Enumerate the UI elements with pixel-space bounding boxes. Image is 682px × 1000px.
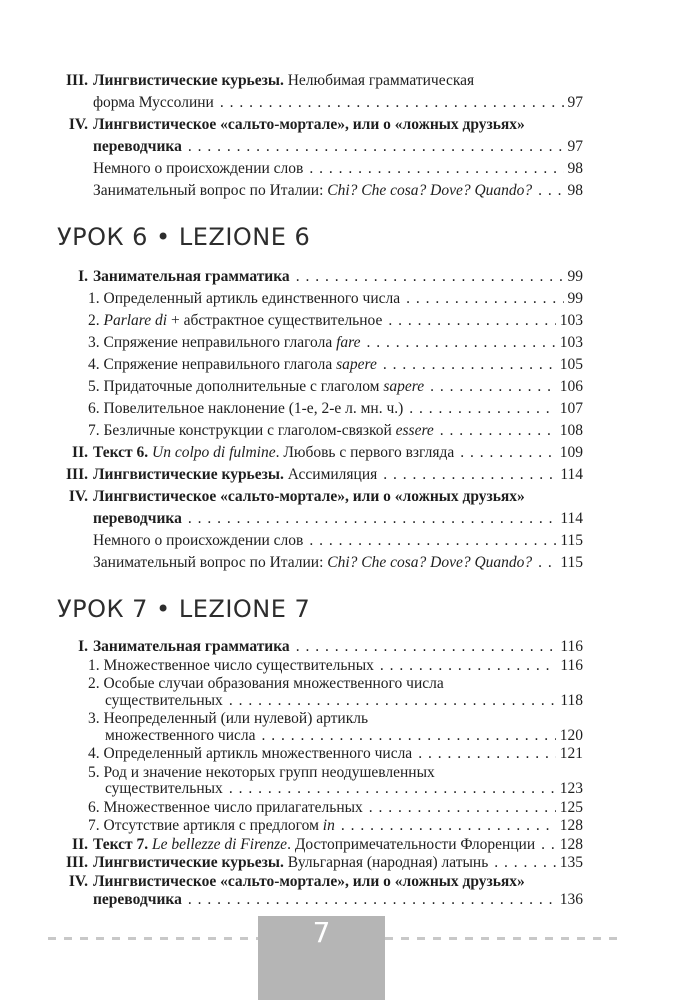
toc-entry <box>57 114 583 136</box>
dot-leader <box>538 552 556 574</box>
entry-text <box>93 530 303 552</box>
entry-text <box>93 486 525 508</box>
entry-text <box>93 873 525 892</box>
entry-text-segment: 3. Неопределенный (или нулевой) артикль <box>88 710 369 727</box>
entry-text <box>93 114 525 136</box>
entry-text <box>93 552 532 574</box>
entry-content <box>57 332 583 354</box>
entry-page-number: 121 <box>559 745 583 762</box>
entry-text <box>88 288 400 310</box>
toc-entry <box>57 464 583 486</box>
entry-text-segment: 2. <box>88 312 104 329</box>
entry-text <box>93 70 474 92</box>
dot-leader <box>440 420 556 442</box>
entry-page-number: 98 <box>567 182 583 199</box>
entry-content <box>93 638 583 657</box>
entry-content <box>57 727 583 746</box>
entry-page-number: 128 <box>559 835 583 853</box>
toc-entry <box>57 799 583 818</box>
entry-content <box>57 745 583 764</box>
dot-leader <box>380 657 556 676</box>
entry-page-number: 99 <box>567 268 583 285</box>
dot-leader <box>494 854 555 873</box>
entry-text-segment: Parlare di <box>103 312 168 329</box>
entry-page-number: 106 <box>559 378 583 395</box>
entry-content <box>57 817 583 836</box>
toc-entry <box>57 508 583 530</box>
entry-content <box>93 464 583 486</box>
entry-page-number: 120 <box>559 726 583 744</box>
entry-label: III. <box>66 854 88 871</box>
entry-text-segment: 7. Безличные конструкции с глаголом-связкой <box>88 422 396 439</box>
entry-content <box>57 692 583 711</box>
entry-text-segment: переводчика <box>93 138 182 155</box>
entry-text <box>93 136 182 158</box>
entry-text-segment: Занимательная грамматика <box>93 638 290 655</box>
entry-text-segment: Ассимиляция <box>283 466 378 483</box>
entry-text-segment: множественного числа <box>105 726 256 744</box>
toc-entry <box>57 354 583 376</box>
entry-text-segment: Лингвистическое «сальто-мортале», или о «ложных друзьях» <box>93 872 525 890</box>
entry-text-segment: 6. Повелительное наклонение (1-е, 2-е л. мн. ч.) <box>88 400 404 417</box>
entry-page-number: 115 <box>560 532 583 549</box>
entry-text-segment: Занимательная грамматика <box>93 268 290 285</box>
dot-leader <box>229 780 556 799</box>
entry-content <box>57 288 583 310</box>
dot-leader <box>383 354 556 376</box>
entry-text-segment: Chi? Che cosa? Dove? Quando? <box>327 182 533 199</box>
dot-leader <box>538 180 563 202</box>
toc-entry <box>57 332 583 354</box>
entry-page-number: 123 <box>559 780 583 797</box>
entry-label: II. <box>72 835 88 853</box>
toc-entry <box>57 420 583 442</box>
entry-page-number: 105 <box>559 356 583 373</box>
entry-text <box>88 817 335 836</box>
entry-label: I. <box>78 268 88 285</box>
entry-content <box>57 891 583 910</box>
entry-page-number: 136 <box>559 891 583 908</box>
lesson-heading: УРОК 6 • LEZIONE 6 <box>57 223 311 251</box>
entry-text <box>105 727 256 746</box>
toc-entry <box>57 136 583 158</box>
dot-leader <box>309 158 563 180</box>
entry-text-segment: sapere <box>383 378 425 395</box>
dot-leader <box>296 638 557 657</box>
entry-text-segment: 7. Отсутствие артикля с предлогом <box>88 817 323 834</box>
entry-text <box>93 92 214 114</box>
entry-text <box>93 508 182 530</box>
entry-page-number: 97 <box>567 138 583 155</box>
toc-entry <box>57 288 583 310</box>
entry-content <box>93 266 583 288</box>
dot-leader <box>296 266 564 288</box>
entry-content <box>57 376 583 398</box>
entry-content <box>57 92 583 114</box>
entry-text-segment: . Достопримечательности Флоренции <box>287 835 536 853</box>
entry-content <box>57 799 583 818</box>
dot-leader <box>430 376 556 398</box>
entry-text-segment: 4. Определенный артикль множественного числа <box>88 745 413 762</box>
toc-entry <box>57 873 583 892</box>
entry-text-segment: 2. Особые случаи образования множественного числа <box>88 675 444 692</box>
toc-entry <box>57 530 583 552</box>
entry-page-number: 103 <box>559 334 583 351</box>
entry-text-segment: Нелюбимая грамматическая <box>283 72 475 89</box>
entry-page-number: 103 <box>559 312 583 329</box>
entry-content <box>93 854 583 873</box>
entry-page-number: 116 <box>560 638 583 655</box>
entry-text-segment: Лингвистические курьезы. <box>93 72 284 89</box>
entry-text-segment: существительных <box>105 780 223 797</box>
dot-leader <box>406 288 563 310</box>
dot-leader <box>229 692 557 711</box>
entry-label: II. <box>72 444 88 461</box>
entry-content <box>57 530 583 552</box>
entry-content <box>93 70 583 92</box>
entry-text-segment: Вульгарная (народная) латынь <box>283 854 489 871</box>
lesson-heading: УРОК 7 • LEZIONE 7 <box>57 595 311 623</box>
entry-page-number: 109 <box>559 444 583 461</box>
toc-entry <box>57 854 583 873</box>
entry-text <box>88 332 361 354</box>
footer-dash-left <box>48 937 258 940</box>
toc-entry <box>57 180 583 202</box>
entry-text <box>88 745 412 764</box>
toc-entry <box>57 266 583 288</box>
entry-text-segment: 5. Придаточные дополнительные с глаголом <box>88 378 384 395</box>
toc-entry <box>57 692 583 711</box>
entry-text-segment: . Любовь с первого взгляда <box>275 444 455 461</box>
toc-entry <box>57 657 583 676</box>
dot-leader <box>409 398 555 420</box>
entry-text-segment: 1. Определенный артикль единственного числа <box>88 290 401 307</box>
toc-entry <box>57 376 583 398</box>
toc-entry <box>57 442 583 464</box>
entry-text <box>93 266 290 288</box>
entry-content <box>57 780 583 799</box>
entry-text-segment: 5. Род и значение некоторых групп неодушевленных <box>88 763 435 781</box>
entry-text-segment: 4. Спряжение неправильного глагола <box>88 356 337 373</box>
entry-page-number: 115 <box>560 554 583 571</box>
entry-content <box>57 310 583 332</box>
entry-content <box>57 136 583 158</box>
entry-text <box>93 638 290 657</box>
entry-content <box>93 114 583 136</box>
entry-text <box>93 442 454 464</box>
entry-text-segment: Текст 6. <box>93 444 153 461</box>
entry-content <box>57 420 583 442</box>
dot-leader <box>383 464 556 486</box>
toc-section <box>57 70 583 202</box>
toc-entry <box>57 817 583 836</box>
dot-leader <box>460 442 556 464</box>
entry-page-number: 98 <box>567 160 583 177</box>
toc-entry <box>57 727 583 746</box>
entry-text <box>88 657 374 676</box>
toc-entry <box>57 310 583 332</box>
entry-text-segment: Chi? Che cosa? Dove? Quando? <box>327 554 533 571</box>
entry-text <box>93 854 488 873</box>
entry-text <box>93 836 535 855</box>
toc-entry <box>57 70 583 92</box>
toc-section <box>57 222 583 574</box>
entry-text-segment: Занимательный вопрос по Италии: <box>93 182 328 199</box>
entry-text <box>88 420 434 442</box>
page-number-box <box>258 916 385 1000</box>
entry-label: IV. <box>68 872 88 890</box>
entry-text-segment: Текст 7. <box>93 835 153 853</box>
entry-content <box>93 873 583 892</box>
dot-leader <box>188 136 564 158</box>
toc-entry <box>57 891 583 910</box>
entry-label: IV. <box>68 116 88 133</box>
dot-leader <box>541 836 556 855</box>
footer-dash-right <box>385 937 625 940</box>
toc-entry <box>57 836 583 855</box>
entry-text-segment: in <box>322 817 335 834</box>
entry-page-number: 114 <box>560 510 583 527</box>
entry-label: III. <box>66 466 88 483</box>
entry-content <box>57 398 583 420</box>
dot-leader <box>367 332 556 354</box>
dot-leader <box>188 508 556 530</box>
entry-text <box>88 354 377 376</box>
dot-leader <box>341 817 556 836</box>
entry-text <box>93 158 303 180</box>
entry-page-number: 116 <box>560 656 583 674</box>
entry-page-number: 125 <box>559 798 583 816</box>
dot-leader <box>220 92 564 114</box>
entry-page-number: 118 <box>560 691 583 709</box>
toc-entry <box>57 92 583 114</box>
dot-leader <box>369 799 556 818</box>
toc-entry <box>57 745 583 764</box>
table-of-contents <box>57 70 583 910</box>
entry-text <box>105 692 223 711</box>
entry-text-segment: Un colpo di fulmine <box>152 444 276 461</box>
entry-content <box>93 442 583 464</box>
dot-leader <box>188 891 556 910</box>
entry-content <box>57 354 583 376</box>
toc-entry <box>57 398 583 420</box>
entry-text <box>88 799 363 818</box>
toc-entry <box>57 638 583 657</box>
entry-page-number: 107 <box>559 400 583 417</box>
entry-label: IV. <box>68 488 88 505</box>
entry-page-number: 99 <box>567 290 583 307</box>
entry-text-segment: fare <box>336 334 361 351</box>
entry-text <box>88 310 382 332</box>
entry-text-segment: Лингвистическое «сальто-мортале», или о «ложных друзьях» <box>93 488 525 505</box>
entry-content <box>57 158 583 180</box>
entry-label: I. <box>78 638 88 655</box>
entry-content <box>93 486 583 508</box>
entry-text-segment: существительных <box>105 691 223 709</box>
entry-page-number: 128 <box>559 817 583 834</box>
entry-text-segment: + абстрактное существительное <box>167 312 383 329</box>
entry-text-segment: переводчика <box>93 891 182 908</box>
entry-text-segment: Занимательный вопрос по Италии: <box>93 554 328 571</box>
toc-section <box>57 594 583 910</box>
entry-content <box>57 508 583 530</box>
entry-text-segment: Лингвистическое «сальто-мортале», или о «ложных друзьях» <box>93 116 525 133</box>
entry-text-segment: Немного о происхождении слов <box>93 160 304 177</box>
entry-text-segment: essere <box>395 422 434 439</box>
dot-leader <box>418 745 556 764</box>
entry-text <box>88 398 403 420</box>
entry-text-segment: Лингвистические курьезы. <box>93 466 284 483</box>
toc-entry <box>57 158 583 180</box>
page-number: 7 <box>312 916 331 949</box>
entry-content <box>57 552 583 574</box>
toc-entry <box>57 780 583 799</box>
entry-text-segment: Le bellezze di Firenze <box>152 835 288 853</box>
entry-content <box>57 657 583 676</box>
entry-text-segment: 6. Множественное число прилагательных <box>88 798 363 816</box>
entry-content <box>57 180 583 202</box>
entry-text-segment: форма Муссолини <box>93 94 214 111</box>
entry-text-segment: Лингвистические курьезы. <box>93 854 284 871</box>
entry-label: III. <box>66 72 88 89</box>
entry-page-number: 135 <box>559 854 583 871</box>
entry-text <box>93 180 532 202</box>
entry-text-segment: sapere <box>336 356 377 373</box>
toc-entry <box>57 552 583 574</box>
entry-page-number: 108 <box>559 422 583 439</box>
entry-text-segment: 3. Спряжение неправильного глагола <box>88 334 337 351</box>
entry-text <box>88 376 424 398</box>
entry-page-number: 97 <box>567 94 583 111</box>
entry-text-segment: Немного о происхождении слов <box>93 532 304 549</box>
dot-leader <box>309 530 556 552</box>
entry-page-number: 114 <box>560 466 583 483</box>
toc-entry <box>57 486 583 508</box>
entry-text-segment: переводчика <box>93 510 182 527</box>
entry-text <box>93 891 182 910</box>
entry-content <box>93 836 583 855</box>
entry-text-segment: 1. Множественное число существительных <box>88 656 374 674</box>
dot-leader <box>388 310 555 332</box>
dot-leader <box>262 727 556 746</box>
entry-text <box>93 464 377 486</box>
entry-text <box>105 780 223 799</box>
